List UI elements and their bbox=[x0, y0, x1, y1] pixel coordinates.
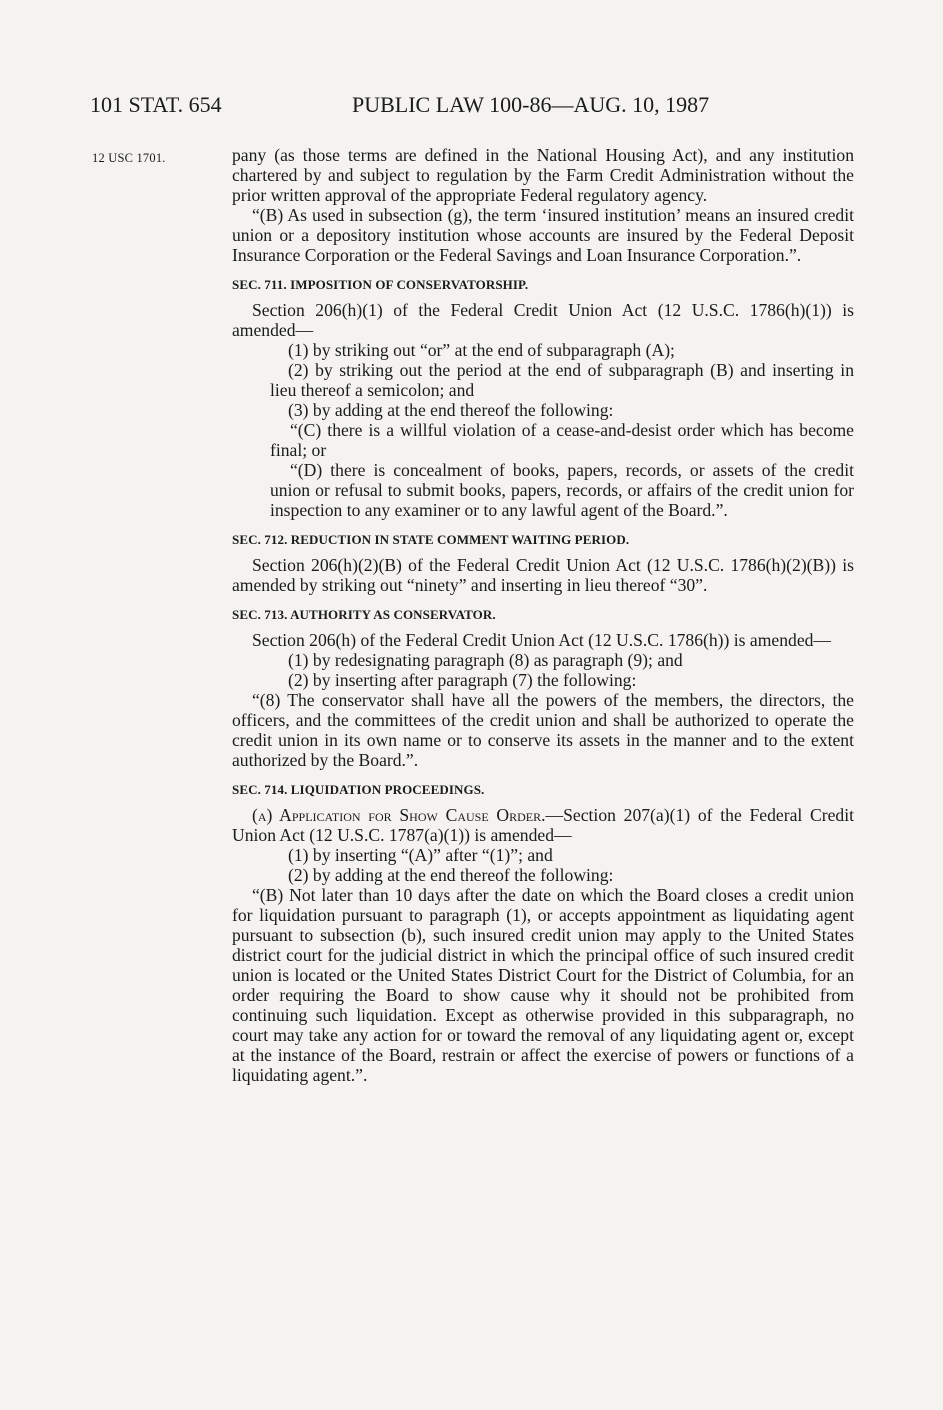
section-713-intro: Section 206(h) of the Federal Credit Union Act (12 U.S.C. 1786(h)) is amended— bbox=[252, 630, 832, 650]
margin-citation: 12 USC 1701. bbox=[92, 151, 166, 165]
subsection-a-label: (a) Application for Show Cause Order. bbox=[252, 805, 546, 825]
subsection-a-text: —Section 207(a)(1) of the Federal Credit Union Act (12 U.S.C. 1787(a)(1)) is amended— bbox=[232, 805, 855, 845]
section-712-text: Section 206(h)(2)(B) of the Federal Credit Union Act (12 U.S.C. 1786(h)(2)(B)) is amended by striking out “ninety” and inserting in lieu thereof “30”. bbox=[232, 555, 854, 595]
definition-paragraph: “(B) As used in subsection (g), the term ‘insured institution’ means an insured credit union or a depository institution whose accounts are insured by the Federal Deposit Insurance Corporation or the Federal Savings and Loan Insurance Corporation.”. bbox=[232, 205, 854, 265]
section-712-heading: SEC. 712. REDUCTION IN STATE COMMENT WAITING PERIOD. bbox=[232, 532, 630, 547]
section-714-quote-b: “(B) Not later than 10 days after the date on which the Board closes a credit union for liquidation pursuant to paragraph (1), or accepts appointment as liquidating agent pursuant to subsection (b), such insured credit union may apply to the United States district court for the judicial district in which the principal office of such insured credit union is located or the United States District Court for the District of Columbia, for an order requiring the Board to show cause why it should not be prohibited from continuing such liquidation. Except as otherwise provided in this subparagraph, no court may take any action for or toward the removal of any liquidating agent or, except at the instance of the Board, restrain or affect the exercise of powers or functions of a liquidating agent.”. bbox=[232, 885, 854, 1085]
section-711-heading: SEC. 711. IMPOSITION OF CONSERVATORSHIP. bbox=[232, 277, 529, 292]
document-body bbox=[232, 145, 854, 1085]
section-711-item-1: (1) by striking out “or” at the end of subparagraph (A); bbox=[288, 340, 675, 360]
continued-paragraph: pany (as those terms are defined in the National Housing Act), and any institution chartered by and subject to regulation by the Farm Credit Administration without the prior written approval of the appropriate Federal regulatory agency. bbox=[232, 145, 854, 205]
statute-page-number: 101 STAT. 654 bbox=[90, 92, 222, 117]
section-711-item-3: (3) by adding at the end thereof the following: bbox=[288, 400, 614, 420]
section-711-quote-c: “(C) there is a willful violation of a cease-and-desist order which has become final; or bbox=[270, 420, 854, 460]
section-713-item-1: (1) by redesignating paragraph (8) as paragraph (9); and bbox=[288, 650, 683, 670]
section-713-item-2: (2) by inserting after paragraph (7) the following: bbox=[288, 670, 637, 690]
section-714-item-1: (1) by inserting “(A)” after “(1)”; and bbox=[288, 845, 553, 865]
section-713-heading: SEC. 713. AUTHORITY AS CONSERVATOR. bbox=[232, 607, 496, 622]
running-header bbox=[90, 92, 883, 122]
section-714-item-2: (2) by adding at the end thereof the following: bbox=[288, 865, 614, 885]
section-711-quote-d: “(D) there is concealment of books, papers, records, or assets of the credit union or refusal to submit books, papers, records, or affairs of the credit union for inspection to any examiner or to any lawful agent of the Board.”. bbox=[270, 460, 854, 520]
section-711-item-2: (2) by striking out the period at the end of subparagraph (B) and inserting in lieu thereof a semicolon; and bbox=[270, 360, 854, 400]
section-713-quote-8: “(8) The conservator shall have all the powers of the members, the directors, the officers, and the committees of the credit union and shall be authorized to operate the credit union in its own name or to conserve its assets in the manner and to the extent authorized by the Board.”. bbox=[232, 690, 854, 770]
public-law-title: PUBLIC LAW 100-86—AUG. 10, 1987 bbox=[352, 92, 710, 117]
section-714-intro bbox=[232, 805, 854, 845]
section-711-intro: Section 206(h)(1) of the Federal Credit Union Act (12 U.S.C. 1786(h)(1)) is amended— bbox=[232, 300, 854, 340]
section-714-heading: SEC. 714. LIQUIDATION PROCEEDINGS. bbox=[232, 782, 485, 797]
